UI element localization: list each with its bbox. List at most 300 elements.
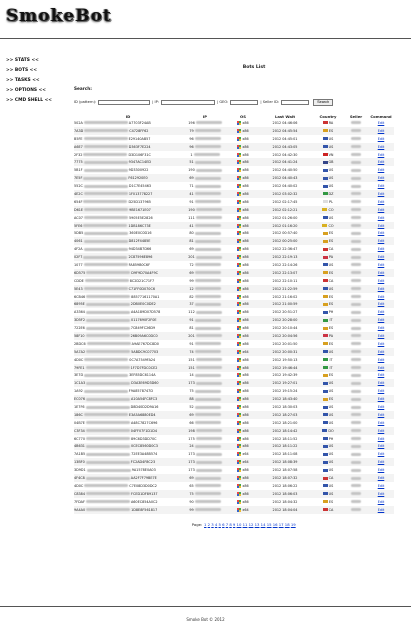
page-link[interactable]: 1 xyxy=(204,521,207,527)
bot-country-code: IT xyxy=(329,365,333,370)
bot-country-cell xyxy=(312,174,344,182)
bot-seller-cell xyxy=(344,143,368,151)
country-flag-icon xyxy=(323,200,328,203)
bot-country-cell xyxy=(312,135,344,143)
bot-last-wait-cell: 2012 22:14:26 xyxy=(258,261,312,269)
bot-last-wait-cell: 2012 18:08:39 xyxy=(258,458,312,466)
edit-link[interactable]: Edit xyxy=(377,207,385,212)
bot-ip-cell xyxy=(182,190,228,198)
nav-stats-link[interactable]: >> STATS << xyxy=(6,58,39,63)
edit-link[interactable]: Edit xyxy=(377,176,385,181)
page-link[interactable]: 11 xyxy=(242,521,248,527)
table-row xyxy=(74,490,394,498)
table-row xyxy=(74,190,394,198)
table-row xyxy=(74,222,394,230)
bot-last-wait-cell: 2012 02:12:21 xyxy=(258,206,312,214)
windows-icon xyxy=(237,413,241,417)
page-link[interactable]: 10 xyxy=(236,521,242,527)
bot-id-start: 3E7D xyxy=(74,373,84,378)
windows-icon xyxy=(237,452,241,456)
redacted-bar xyxy=(86,421,130,424)
page-link[interactable]: 8 xyxy=(229,521,232,527)
bot-id-end: 1D8E8F561817 xyxy=(131,507,158,512)
bot-seller-cell xyxy=(344,419,368,427)
bot-id-start: 1A92 xyxy=(74,389,83,394)
bot-os-arch: x86 xyxy=(242,215,249,220)
bot-id-cell xyxy=(74,277,182,285)
edit-link[interactable]: Edit xyxy=(377,270,385,275)
table-row xyxy=(74,135,394,143)
edit-link[interactable]: Edit xyxy=(377,128,385,133)
edit-link[interactable]: Edit xyxy=(377,357,385,362)
table-row xyxy=(74,237,394,245)
edit-link[interactable]: Edit xyxy=(377,302,385,307)
bot-seller-cell xyxy=(344,135,368,143)
page-link[interactable]: 9 xyxy=(232,521,236,527)
country-flag-icon xyxy=(323,153,328,156)
edit-link[interactable]: Edit xyxy=(377,278,385,283)
edit-link[interactable]: Edit xyxy=(377,420,385,425)
bot-os-arch: x86 xyxy=(242,120,249,125)
edit-link[interactable]: Edit xyxy=(377,373,385,378)
edit-link[interactable]: Edit xyxy=(377,318,385,323)
page-link[interactable]: 18 xyxy=(284,521,290,527)
redacted-bar xyxy=(195,421,221,424)
country-flag-icon xyxy=(323,453,328,456)
bot-os-arch: x86 xyxy=(242,231,249,236)
bot-country-code: PA xyxy=(328,255,334,260)
bot-ip-start: 71 xyxy=(189,184,194,189)
bot-ip-start: 37 xyxy=(189,302,194,307)
bot-ip-cell xyxy=(182,198,228,206)
bot-command-cell xyxy=(368,166,394,174)
page-link[interactable]: 4 xyxy=(214,521,218,527)
bot-id-cell xyxy=(74,206,182,214)
windows-icon xyxy=(237,389,241,393)
bot-last-wait-cell: 2012 22:10:11 xyxy=(258,277,312,285)
bot-ip-cell xyxy=(182,253,228,261)
redacted-bar xyxy=(83,200,127,203)
page-link[interactable]: 3 xyxy=(211,521,214,527)
bot-seller-cell xyxy=(344,293,368,301)
bot-id-start: 4E2C xyxy=(74,191,83,196)
edit-link[interactable]: Edit xyxy=(377,412,385,417)
edit-link[interactable]: Edit xyxy=(377,160,385,165)
country-flag-icon xyxy=(323,484,328,487)
bot-id-start: 9A4A0 xyxy=(74,507,86,512)
edit-link[interactable]: Edit xyxy=(377,223,385,228)
bot-id-cell xyxy=(74,340,182,348)
redacted-bar xyxy=(351,240,361,243)
bot-os-arch: x86 xyxy=(242,286,249,291)
country-flag-icon xyxy=(323,500,328,503)
seller-id-input[interactable] xyxy=(281,100,309,105)
bot-os-cell xyxy=(228,174,258,182)
redacted-bar xyxy=(83,224,127,227)
redacted-bar xyxy=(195,413,221,416)
bot-command-cell xyxy=(368,411,394,419)
bot-last-wait-cell: 2012 20:28:00 xyxy=(258,316,312,324)
edit-link[interactable]: Edit xyxy=(377,144,385,149)
nav-options-link[interactable]: >> OPTIONS << xyxy=(6,88,46,93)
bot-seller-cell xyxy=(344,182,368,190)
bot-os-arch: x86 xyxy=(242,373,249,378)
bot-os-cell xyxy=(228,419,258,427)
page-link[interactable]: 14 xyxy=(260,521,266,527)
bot-id-cell xyxy=(74,506,182,514)
bot-id-cell xyxy=(74,300,182,308)
bot-id-cell xyxy=(74,356,182,364)
ip-input[interactable] xyxy=(161,100,215,105)
footer-text: Smoke Bot © 2012 xyxy=(186,617,225,622)
geo-input[interactable] xyxy=(230,100,258,105)
bot-os-cell xyxy=(228,308,258,316)
country-flag-icon xyxy=(323,192,328,195)
page-link[interactable]: 19 xyxy=(290,521,296,527)
redacted-bar xyxy=(351,169,361,172)
edit-link[interactable]: Edit xyxy=(377,120,385,125)
bot-id-cell xyxy=(74,427,182,435)
bot-command-cell xyxy=(368,245,394,253)
edit-link[interactable]: Edit xyxy=(377,286,385,291)
bot-ip-cell xyxy=(182,308,228,316)
redacted-bar xyxy=(195,145,221,148)
windows-icon xyxy=(237,247,241,251)
bot-last-wait-cell: 2012 21:22:59 xyxy=(258,285,312,293)
bot-ip-start: 196 xyxy=(188,120,195,125)
page-link[interactable]: 6 xyxy=(222,521,225,527)
bot-command-cell xyxy=(368,490,394,498)
bot-command-cell xyxy=(368,253,394,261)
redacted-bar xyxy=(195,445,221,448)
bot-ip-start: 173 xyxy=(188,468,195,473)
table-row xyxy=(74,151,394,159)
bot-country-code: US xyxy=(328,452,334,457)
bot-seller-cell xyxy=(344,151,368,159)
bot-id-cell xyxy=(74,348,182,356)
redacted-bar xyxy=(86,271,130,274)
bot-ip-start: 14 xyxy=(189,373,194,378)
edit-link[interactable]: Edit xyxy=(377,333,385,338)
bot-country-cell xyxy=(312,285,344,293)
country-flag-icon xyxy=(323,161,328,164)
bot-os-cell xyxy=(228,229,258,237)
bot-id-cell xyxy=(74,419,182,427)
bot-ip-cell xyxy=(182,127,228,135)
redacted-bar xyxy=(351,311,361,314)
bot-id-end: 1F7D7FDC0CE2 xyxy=(130,365,158,370)
bot-command-cell xyxy=(368,237,394,245)
bot-country-cell xyxy=(312,506,344,514)
id-pattern-input[interactable] xyxy=(98,100,150,105)
country-flag-icon xyxy=(323,263,328,266)
edit-link[interactable]: Edit xyxy=(377,152,385,157)
bot-country-cell xyxy=(312,427,344,435)
bot-last-wait-cell: 2012 04:40:50 xyxy=(258,166,312,174)
bot-id-cell xyxy=(74,119,182,127)
windows-icon xyxy=(237,271,241,275)
bot-country-code: US xyxy=(328,168,334,173)
bot-ip-start: 99 xyxy=(189,278,194,283)
bot-country-code: GB xyxy=(328,160,334,165)
bot-ip-start: 69 xyxy=(189,176,194,181)
bot-id-cell xyxy=(74,332,182,340)
redacted-bar xyxy=(84,145,128,148)
table-row xyxy=(74,427,394,435)
bot-id-cell xyxy=(74,372,182,380)
windows-icon xyxy=(237,429,241,433)
bot-os-cell xyxy=(228,151,258,159)
bot-command-cell xyxy=(368,143,394,151)
bot-id-start: 79FE1 xyxy=(74,365,85,370)
table-row xyxy=(74,379,394,387)
bot-id-start: 4D0C xyxy=(74,483,84,488)
bot-id-cell xyxy=(74,127,182,135)
edit-link[interactable]: Edit xyxy=(377,310,385,315)
bot-ip-cell xyxy=(182,427,228,435)
bot-id-start: 4B631 xyxy=(74,444,85,449)
windows-icon xyxy=(237,381,241,385)
bot-last-wait-cell: 2012 18:06:22 xyxy=(258,482,312,490)
table-row xyxy=(74,119,394,127)
bot-ip-start: 201 xyxy=(188,255,195,260)
bot-id-end: A10A54FC8FC3 xyxy=(130,397,158,402)
redacted-bar xyxy=(351,303,361,306)
bot-id-end: D363F7E224 xyxy=(128,144,151,149)
bot-ip-start: 51 xyxy=(189,160,194,165)
pagination-label: Page: xyxy=(191,521,203,527)
redacted-bar xyxy=(351,413,361,416)
bot-id-cell xyxy=(74,387,182,395)
country-flag-icon xyxy=(323,303,328,306)
redacted-bar xyxy=(351,121,361,124)
edit-link[interactable]: Edit xyxy=(377,247,385,252)
bot-last-wait-cell: 2012 18:06:03 xyxy=(258,490,312,498)
edit-link[interactable]: Edit xyxy=(377,168,385,173)
windows-icon xyxy=(237,121,241,125)
edit-link[interactable]: Edit xyxy=(377,483,385,488)
bot-ip-cell xyxy=(182,482,228,490)
bot-country-code: ES xyxy=(328,128,334,133)
windows-icon xyxy=(237,153,241,157)
bot-seller-cell xyxy=(344,166,368,174)
edit-link[interactable]: Edit xyxy=(377,349,385,354)
bot-country-cell xyxy=(312,143,344,151)
edit-link[interactable]: Edit xyxy=(377,444,385,449)
table-row xyxy=(74,198,394,206)
bot-id-start: 6C770 xyxy=(74,436,85,441)
bot-ip-cell xyxy=(182,372,228,380)
redacted-bar xyxy=(351,232,361,235)
bot-os-arch: x86 xyxy=(242,270,249,275)
bot-os-cell xyxy=(228,450,258,458)
bot-ip-cell xyxy=(182,300,228,308)
bot-id-end: 2C87596E896 xyxy=(128,255,153,260)
edit-link[interactable]: Edit xyxy=(377,397,385,402)
edit-link[interactable]: Edit xyxy=(377,365,385,370)
country-flag-icon xyxy=(323,461,328,464)
bot-id-start: 2BDC6 xyxy=(74,341,86,346)
bot-os-arch: x64 xyxy=(242,452,249,457)
bot-os-arch: x86 xyxy=(242,184,249,189)
bot-last-wait-cell: 2012 18:30:03 xyxy=(258,403,312,411)
bot-id-start: 13BF0 xyxy=(74,460,85,465)
page-link[interactable]: 5 xyxy=(218,521,221,527)
redacted-bar xyxy=(195,279,221,282)
bot-ip-cell xyxy=(182,364,228,372)
bot-os-arch: x86 xyxy=(242,310,249,315)
bot-last-wait-cell: 2012 21:00:59 xyxy=(258,300,312,308)
redacted-bar xyxy=(351,492,361,495)
bot-country-code: ES xyxy=(328,231,334,236)
page-link[interactable]: 17 xyxy=(278,521,284,527)
table-row xyxy=(74,324,394,332)
country-flag-icon xyxy=(323,398,328,401)
redacted-bar xyxy=(195,398,221,401)
redacted-bar xyxy=(351,374,361,377)
nav-bots-link[interactable]: >> BOTS << xyxy=(6,68,38,73)
bot-ip-cell xyxy=(182,443,228,451)
edit-link[interactable]: Edit xyxy=(377,341,385,346)
page-link[interactable]: 15 xyxy=(266,521,272,527)
edit-link[interactable]: Edit xyxy=(377,136,385,141)
redacted-bar xyxy=(351,350,361,353)
bot-id-start: 4D0C xyxy=(74,357,84,362)
bot-os-cell xyxy=(228,285,258,293)
bot-country-cell xyxy=(312,300,344,308)
bot-os-cell xyxy=(228,403,258,411)
country-flag-icon xyxy=(323,295,328,298)
bot-os-cell xyxy=(228,435,258,443)
bot-os-cell xyxy=(228,387,258,395)
bot-country-cell xyxy=(312,119,344,127)
side-nav xyxy=(6,56,72,106)
bot-os-arch: x86 xyxy=(242,365,249,370)
edit-link[interactable]: Edit xyxy=(377,468,385,473)
bot-command-cell xyxy=(368,182,394,190)
edit-link[interactable]: Edit xyxy=(377,499,385,504)
edit-link[interactable]: Edit xyxy=(377,255,385,260)
country-flag-icon xyxy=(323,477,328,480)
bot-command-cell xyxy=(368,450,394,458)
windows-icon xyxy=(237,350,241,354)
edit-link[interactable]: Edit xyxy=(377,507,385,512)
page-link[interactable]: 7 xyxy=(225,521,229,527)
page-link[interactable]: 2 xyxy=(207,521,211,527)
edit-link[interactable]: Edit xyxy=(377,436,385,441)
nav-tasks-link[interactable]: >> TASKS << xyxy=(6,78,40,83)
bot-id-start: 4F4C8 xyxy=(74,476,85,481)
edit-link[interactable]: Edit xyxy=(377,239,385,244)
edit-link[interactable]: Edit xyxy=(377,476,385,481)
edit-link[interactable]: Edit xyxy=(377,452,385,457)
bot-country-code: US xyxy=(328,389,334,394)
bot-ip-start: 81 xyxy=(189,326,194,331)
edit-link[interactable]: Edit xyxy=(377,184,385,189)
edit-link[interactable]: Edit xyxy=(377,199,385,204)
edit-link[interactable]: Edit xyxy=(377,389,385,394)
bot-id-start: 7A1B5 xyxy=(74,452,86,457)
country-flag-icon xyxy=(323,421,328,424)
redacted-bar xyxy=(86,429,130,432)
bot-country-cell xyxy=(312,332,344,340)
edit-link[interactable]: Edit xyxy=(377,405,385,409)
bot-ip-cell xyxy=(182,143,228,151)
edit-link[interactable]: Edit xyxy=(377,491,385,496)
bot-last-wait-cell: 2012 19:50:13 xyxy=(258,356,312,364)
bot-ip-cell xyxy=(182,206,228,214)
redacted-bar xyxy=(351,248,361,251)
redacted-bar xyxy=(195,129,221,132)
redacted-bar xyxy=(351,445,361,448)
redacted-bar xyxy=(195,248,221,251)
bot-command-cell xyxy=(368,324,394,332)
edit-link[interactable]: Edit xyxy=(377,460,385,465)
table-row xyxy=(74,411,394,419)
redacted-bar xyxy=(195,303,221,306)
column-header-seller: Seller xyxy=(349,113,363,119)
bot-country-cell xyxy=(312,474,344,482)
edit-link[interactable]: Edit xyxy=(377,231,385,236)
edit-link[interactable]: Edit xyxy=(377,262,385,267)
redacted-bar xyxy=(83,256,127,259)
bot-os-cell xyxy=(228,458,258,466)
nav-cmd-shell-link[interactable]: >> CMD SHELL << xyxy=(6,98,52,103)
redacted-bar xyxy=(351,319,361,322)
bot-ip-cell xyxy=(182,395,228,403)
table-row xyxy=(74,174,394,182)
redacted-bar xyxy=(351,137,361,140)
edit-link[interactable]: Edit xyxy=(377,326,385,331)
edit-link[interactable]: Edit xyxy=(377,428,385,433)
bot-ip-cell xyxy=(182,458,228,466)
country-flag-icon xyxy=(323,279,328,282)
bot-country-cell xyxy=(312,269,344,277)
bot-os-cell xyxy=(228,427,258,435)
bot-ip-start: 90 xyxy=(189,499,194,504)
table-row xyxy=(74,253,394,261)
bot-id-cell xyxy=(74,151,182,159)
page-link[interactable]: 12 xyxy=(248,521,254,527)
bot-os-cell xyxy=(228,411,258,419)
redacted-bar xyxy=(86,500,130,503)
bot-country-cell xyxy=(312,229,344,237)
search-button[interactable]: Search xyxy=(313,99,333,106)
page-link[interactable]: 13 xyxy=(254,521,260,527)
redacted-bar xyxy=(86,327,130,330)
bot-seller-cell xyxy=(344,261,368,269)
header-divider xyxy=(0,38,411,39)
bot-seller-cell xyxy=(344,435,368,443)
bot-id-end: A48C7827C696 xyxy=(130,420,158,425)
bot-ip-cell xyxy=(182,450,228,458)
edit-link[interactable]: Edit xyxy=(377,191,385,196)
table-row xyxy=(74,450,394,458)
bot-id-end: AA2F7F79BE7E xyxy=(130,476,157,481)
bot-country-cell xyxy=(312,466,344,474)
page-link[interactable]: 16 xyxy=(272,521,278,527)
edit-link[interactable]: Edit xyxy=(377,381,385,386)
bot-os-arch: x86 xyxy=(242,152,249,157)
bot-country-cell xyxy=(312,222,344,230)
edit-link[interactable]: Edit xyxy=(377,215,385,220)
bot-country-code: ES xyxy=(328,341,334,346)
column-header-ip: IP xyxy=(202,113,208,119)
windows-icon xyxy=(237,302,241,306)
bot-os-arch: x86 xyxy=(242,318,249,323)
edit-link[interactable]: Edit xyxy=(377,294,385,299)
windows-icon xyxy=(237,405,241,409)
